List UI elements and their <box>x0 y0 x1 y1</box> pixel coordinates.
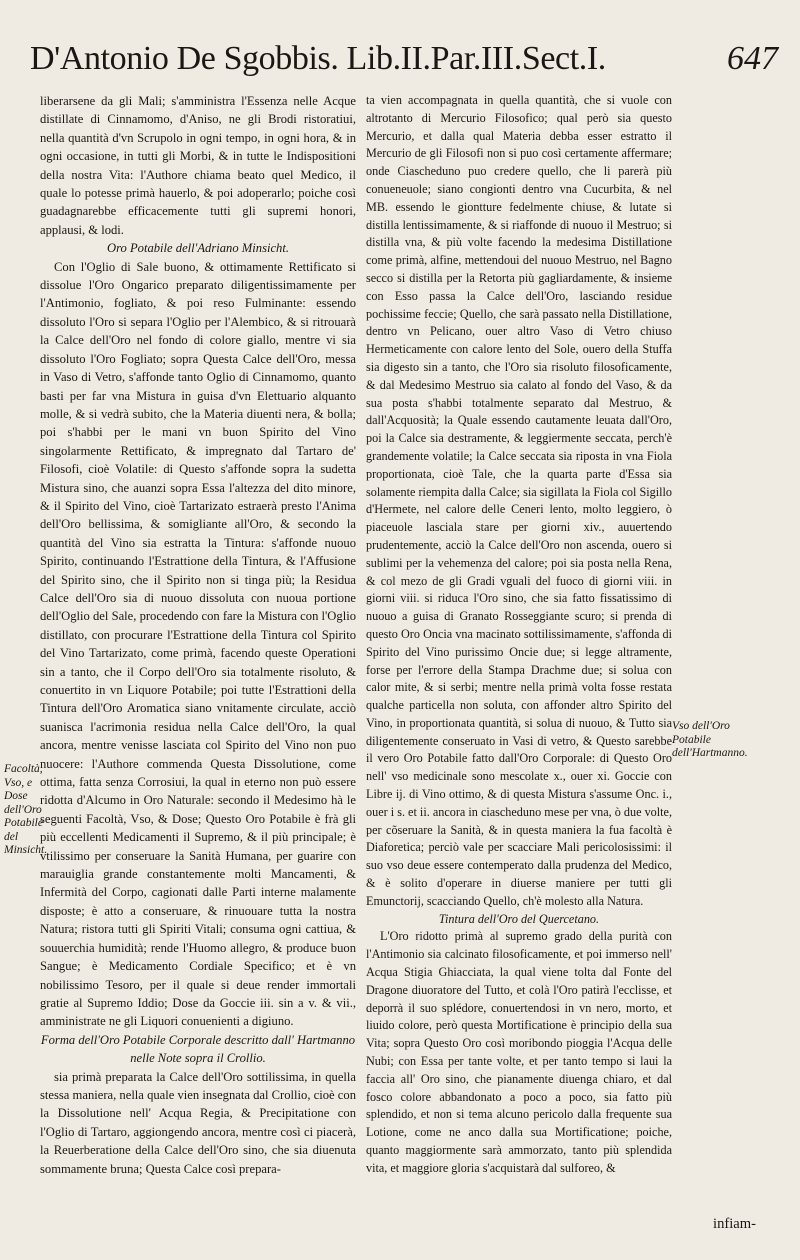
text-paragraph: sia primà preparata la Calce dell'Oro sottilissima, in quella stessa maniera, nella quale vien insegnata dal Crollio, cioè con la Dissolutione nell' Acqua Regia, & Precipitatione con l'Oglio di Tartaro, aggiongendo ancora, mentre così ci piacerà, la Reuerberatione della Calce dell'Oro sino, che sia diuenuta sommamente bruna; Questa Calce così prepara- <box>40 1069 356 1176</box>
catchword: infiam- <box>713 1216 756 1232</box>
running-title: D'Antonio De Sgobbis. Lib.II.Par.III.Sect.I. <box>30 40 606 77</box>
section-heading: Forma dell'Oro Potabile Corporale descritto dall' Hartmanno nelle Note sopra il Crollio. <box>40 1032 356 1066</box>
text-paragraph: Con l'Oglio di Sale buono, & ottimamente Rettificato si dissolue l'Oro Ongarico preparato diligentissimamente per l'Antimonio, fogliato, & poi reso Fulminante: essendo dissoluto l'Oro si separa l'Oglio per l'Alembico, & si ritrouarà la Calce dell'Oro nel fondo di colore giallo, mentre vi sia dissoluto l'Oro Fogliato; sopra Questa Calce dell'Oro, messa in Vaso di Vetro, s'affonde tanto Oglio di Cinnamomo, quanto basti per far vna Mistura in guisa d'vn Elettuario alquanto molle, & si vedrà subito, che la Materia diuenti nera, & bolla; poi s'habbi per le mani vn buon Spirito del Vino singolarmente Rettificato, & impregnato dal Tartaro de' Filosofi, cioè Volatile: di Questo s'affonde sopra la sudetta Mistura sino, che auanzi sopra Essa l'altezza del dito minore, & il Spirito del Vino, cioè Tartarizato estraerà presto l'Anima dell'Oro bellissima, & somigliante all'Oro, & secondo la quantità del Vino sia estratta la Tintura: s'affonde nuouo Spirito, continuando l'Estrattione della Tintura, & l'Affusione del Spirito sino, che il Spirito non si tinga più; la Residua Calce dell'Oro sia di nuouo dissoluta con nuoua portione dell'Oglio del Sale, procedendo con fare la Mistura con l'Oglio distillato, con procurare l'Estrattione della Tintura col Spirito del Vino Tartarizato, come primà, facendo queste Operationi sin a tanto, che il Corpo dell'Oro sia totalmente risoluto, & conuertito in vn Liquore Potabile; poi tutte l'Estrattioni della Tintura dell'Oro Aromatica siano vnitamente circulate, acciò suanisca l'acrimonia residua nella Calce dell'Oro, la qual ancora, mentre venisse lasciata col Spirito del Vino non puo nuocere: l'Authore commenda Questa Dissolutione, come ottima, fatta senza Corrosiui, la qual in eterno non può essere ridotta d'Alcumo in Oro Naturale: secondo il Medesimo hà le seguenti Facoltà, Vso, & Dose; Questo Oro Potabile è frà gli più eccellenti Medicamenti il Supremo, & il più principale; è vtilissimo per conseruare la Sanità Humana, per guarire con marauiglia grande constantemente molti Mancamenti, & Infermità del Corpo, cagionati dalle Parti interne malamente disposte; è atto a conseruare, & rinuouare tutta la nostra Natura; ristora tutti gli Spiriti Vitali; consuma ogni cattiua, & souuerchia humidità; rende l'Huomo allegro, & produce buon Sangue; è Medicamento Cordiale Specifico; et è vn nobilissimo Tesoro, per il quale si deue render immortali gratie al Supremo Iddio; Dose da Goccie iii. sin a v. & vii., amministrate ne gli Liquori conuenienti a digiuno. <box>40 259 356 1029</box>
text-paragraph: ta vien accompagnata in quella quantità, che si vuole con altrotanto di Mercurio Filosofico; qual però sia questo Mercurio, et dalla qual Materia debba esser estratto il Mercurio de gli Filosofi non si puo così certamente affermare; onde Ciascheduno puo credere quello, che li parerà più conueneuole; siano congionti dentro vna Cucurbita, & nel MB. essendo le giontture fedelmente chiuse, & lutate si distilla lentissimamente, & si riaffonde di nuouo il Mestruo; si distilla vna, & più volte facendo la medesima Distillatione come primà, alfine, mettendoui del nuouo Mestruo, nel Bagno secco si distilla per la Retorta più gagliardamente, & insieme con Esso passa la Calce dell'Oro, lasciando residue pochissime feccie; Quello, che sarà passato nella Distillatione, dentro vn Pelicano, ouer altro Vaso di Vetro chiuso Hermeticamente con calore lento del Sole, ouero della Stuffa sia digesto sin a tanto, che l'Oro sia risoluto filosoficamente, & dal Medesimo Mestruo sia calato al fondo del Vaso, & da sua posta s'habbi totalmente separato dal Mestruo, & dall'Acquosità; la Quale essendo cautamente leuata dall'Oro, poi la Calce sia destramente, & leggiermente seccata, perch'è grandemente volatile; la Calce seccata sia riposta in vna Fiola proportionata, cioè Tale, che la quarta parte d'Essa sia solamente riempita dalla Calce; sia sigillata la Fiola col Sigillo d'Hermete, nel calore delle Ceneri lento, molto leggiero, ò piaceuole lasciala stare per giorni xiv., auuertendo prudentemente, acciò la Calce dell'Oro non ascenda, ouero si sublimi per la vehemenza del calore; poi sia posta nella Rena, & col mezo de gli Gradi vguali del fuoco di giorni viii. in giorni viii. si riduca l'Oro sino, che sia fatto fissatissimo di nuouo a guisa di Granato Rosseggiante scuro; si prenda di questo Oro Oncia vna macinato sottilissimamente, s'affonda di Spirito del Vino purissimo Oncie due; si legge altramente, forse per l'errore della Stampa Drachme due; si solua con calor mite, & si serbi; mentre nella primà volta fosse restata qualche particella non soluta, con affonder altro Spirito del Vino, in proportionata quantità, si solua di nuouo, & Tutto sia diligentemente conseruato in Vasi di vetro, & Questo sarebbe il vero Oro Potabile fatto dall'Oro Corporale: di Questo Oro nell' vso medicinale sono mescolate x., ouer xi. Goccie con Libre ij. di Vino ottimo, & di questa Mistura s'assume Onc. i., ouer i s. et ii. ancora in ciascheduno mese per vna, ò due volte, per cõseruare la Sanità, & in questa maniera la fua facoltà è Diaforetica; perciò vale per scacciare Mali pericolosissimi: il suo vso deue essere contemperato dalla prudenza del Medico, & è solito d'operare in diuerse maniere per tutti gli Emunctorij, scacciando Quello, ch'è molesto alla Natura. <box>366 93 672 908</box>
text-paragraph: L'Oro ridotto primà al supremo grado della purità con l'Antimonio sia calcinato filosoficamente, et poi immerso nell' Acqua Stigia Ghiacciata, la qual viene tolta dal Fonte del Dragone diuoratore del Tutto, et colà l'Oro patirà l'ecclisse, et deporrà il suo splédore, conuertendosi in vn nero, morto, et liuido colore, però questa Mortificatione è principio della sua Vita; sopra Questo Oro così moribondo pioggia l'Acqua delle Nubi; con Essa per tante volte, et per tanto tempo si laui la faccia all' Oro sino, che pianamente diuenga chiaro, et dal fosco colore abbandonato a poco a poco, sia fatto più splendido, et non si tema alcuno pericolo dalla frequente sua Lotione, come ne anco dalla sua Mortificatione; poiche, quanto maggiormente sarà ammorzato, tanto più splendida vita, et maggiore gloria s'acquistarà dal sulforeo, & <box>366 929 672 1175</box>
page-number: 647 <box>727 40 778 77</box>
section-heading: Oro Potabile dell'Adriano Minsicht. <box>106 241 290 256</box>
running-header <box>30 38 778 88</box>
section-heading: Tintura dell'Oro del Quercetano. <box>438 911 600 926</box>
left-text-column <box>40 92 356 1178</box>
right-text-column <box>366 92 672 1178</box>
right-marginal-note: Vso dell'Oro Potabile dell'Hartmanno. <box>672 720 748 759</box>
left-marginal-note: Facoltà, Vso, e Dose dell'Oro Potabile del Minsicht. <box>4 763 48 856</box>
text-paragraph: liberarsene da gli Mali; s'amministra l'Essenza nelle Acque distillate di Cinnamomo, d'Aniso, ne gli Brodi ristoratiui, nella quantità d'vn Scrupolo in ogni tempo, in ogni hora, & in ogni occasione, in tutti gli Morbi, & in tutte le Indispositioni della nostra Vita: l'Authore chiama beato quel Medico, il quale lo potesse primà hauerlo, & poi adoperarlo; poiche così guadagnarebbe efficacemente tutti gli supremi honori, applausi, & lodi. <box>40 94 356 237</box>
